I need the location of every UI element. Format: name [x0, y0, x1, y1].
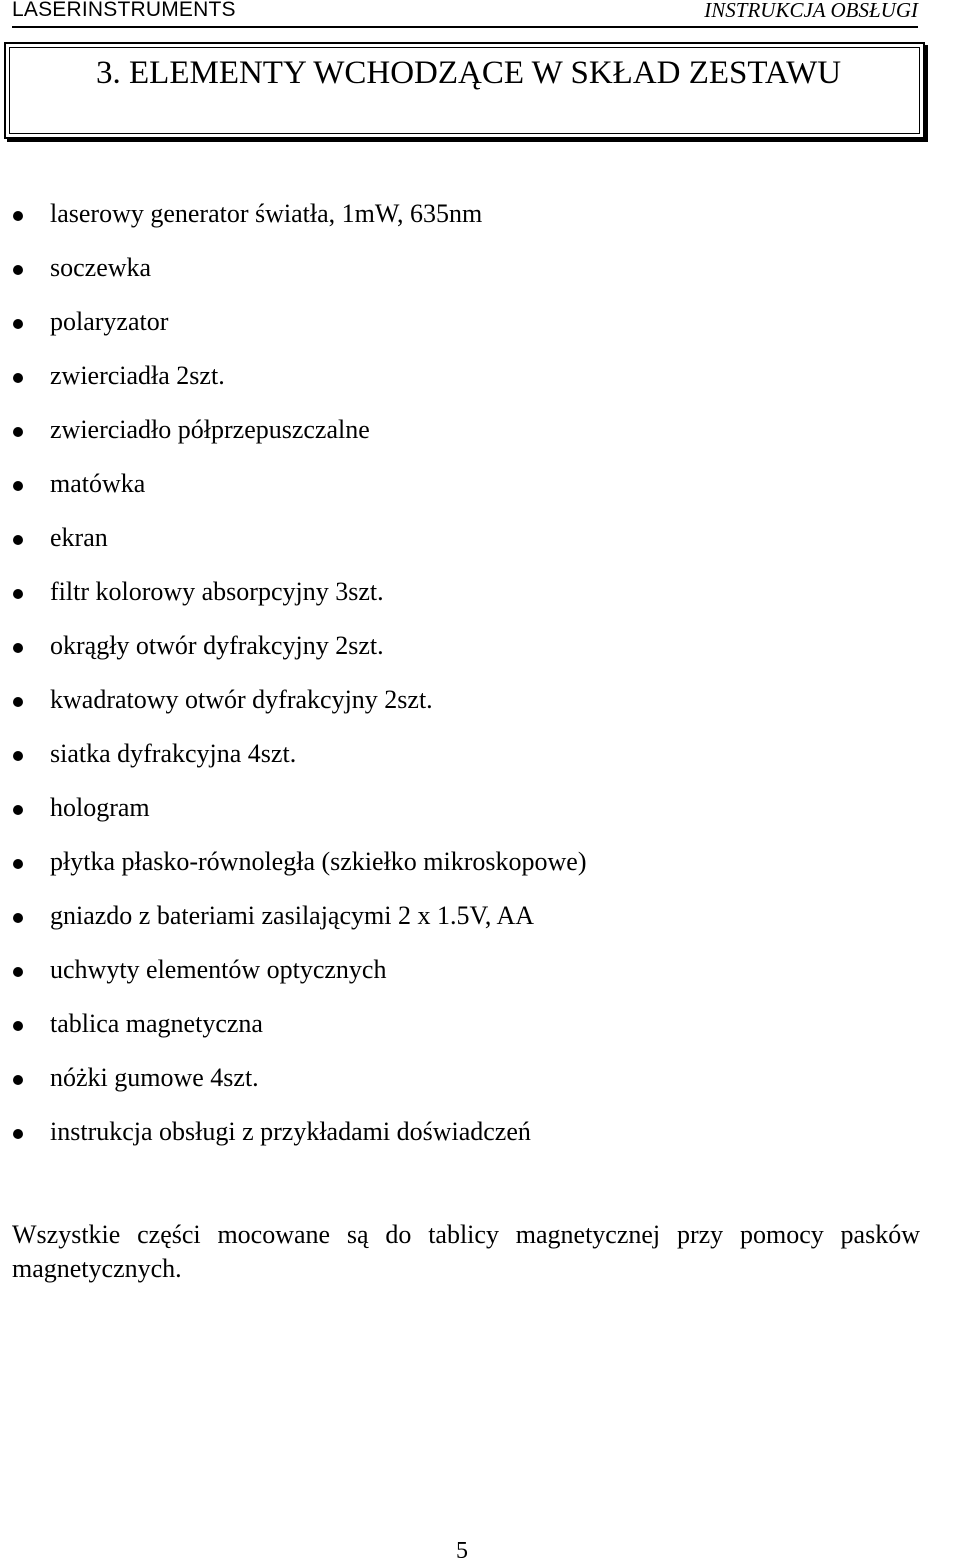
list-item-text: tablica magnetyczna [50, 1009, 263, 1038]
list-item [0, 1108, 900, 1162]
page-header [12, 0, 918, 28]
list-item-text: zwierciadło półprzepuszczalne [50, 415, 370, 444]
section-title: 3. ELEMENTY WCHODZĄCE W SKŁAD ZESTAWU [96, 55, 842, 91]
list-item-text: laserowy generator światła, 1mW, 635nm [50, 199, 483, 228]
list-item [0, 1000, 900, 1054]
header-company: LASERINSTRUMENTS [12, 0, 236, 21]
bullet-icon [13, 697, 23, 707]
list-item [0, 244, 900, 298]
list-item-text: filtr kolorowy absorpcyjny 3szt. [50, 577, 384, 606]
list-item-text: polaryzator [50, 307, 169, 336]
list-item-text: uchwyty elementów optycznych [50, 955, 387, 984]
bullet-icon [13, 427, 23, 437]
list-item-text: płytka płasko-równoległa (szkiełko mikroskopowe) [50, 847, 587, 876]
bullet-icon [13, 589, 23, 599]
list-item [0, 784, 900, 838]
list-item-text: siatka dyfrakcyjna 4szt. [50, 739, 297, 768]
bullet-icon [13, 535, 23, 545]
bullet-icon [13, 967, 23, 977]
mounting-note: Wszystkie części mocowane są do tablicy magnetycznej przy pomocy pasków magnetycznych. [12, 1220, 920, 1283]
list-item-text: instrukcja obsługi z przykładami doświadczeń [50, 1117, 531, 1146]
list-item [0, 406, 900, 460]
list-item-text: nóżki gumowe 4szt. [50, 1063, 259, 1092]
bullet-icon [13, 913, 23, 923]
header-document-title: INSTRUKCJA OBSŁUGI [704, 0, 918, 22]
list-item [0, 1054, 900, 1108]
page-number: 5 [456, 1538, 468, 1564]
section-title-box [4, 42, 925, 139]
bullet-icon [13, 859, 23, 869]
list-item-text: kwadratowy otwór dyfrakcyjny 2szt. [50, 685, 433, 714]
bullet-icon [13, 373, 23, 383]
list-item [0, 892, 900, 946]
list-item-text: zwierciadła 2szt. [50, 361, 225, 390]
list-item [0, 676, 900, 730]
list-item [0, 190, 900, 244]
list-item [0, 568, 900, 622]
list-item-text: hologram [50, 793, 150, 822]
list-item [0, 352, 900, 406]
bullet-icon [13, 1075, 23, 1085]
list-item-text: okrągły otwór dyfrakcyjny 2szt. [50, 631, 384, 660]
bullet-icon [13, 751, 23, 761]
list-item-text: soczewka [50, 253, 152, 282]
list-item [0, 298, 900, 352]
list-item [0, 838, 900, 892]
list-item-text: matówka [50, 469, 146, 498]
list-item [0, 460, 900, 514]
bullet-icon [13, 805, 23, 815]
list-item [0, 946, 900, 1000]
bullet-icon [13, 265, 23, 275]
bullet-icon [13, 319, 23, 329]
list-item [0, 514, 900, 568]
list-item-text: gniazdo z bateriami zasilającymi 2 x 1.5V, AA [50, 901, 534, 930]
list-item-text: ekran [50, 523, 108, 552]
bullet-icon [13, 1021, 23, 1031]
bullet-icon [13, 481, 23, 491]
list-item [0, 730, 900, 784]
components-list [0, 190, 900, 1162]
bullet-icon [13, 1129, 23, 1139]
bullet-icon [13, 643, 23, 653]
list-item [0, 622, 900, 676]
bullet-icon [13, 211, 23, 221]
